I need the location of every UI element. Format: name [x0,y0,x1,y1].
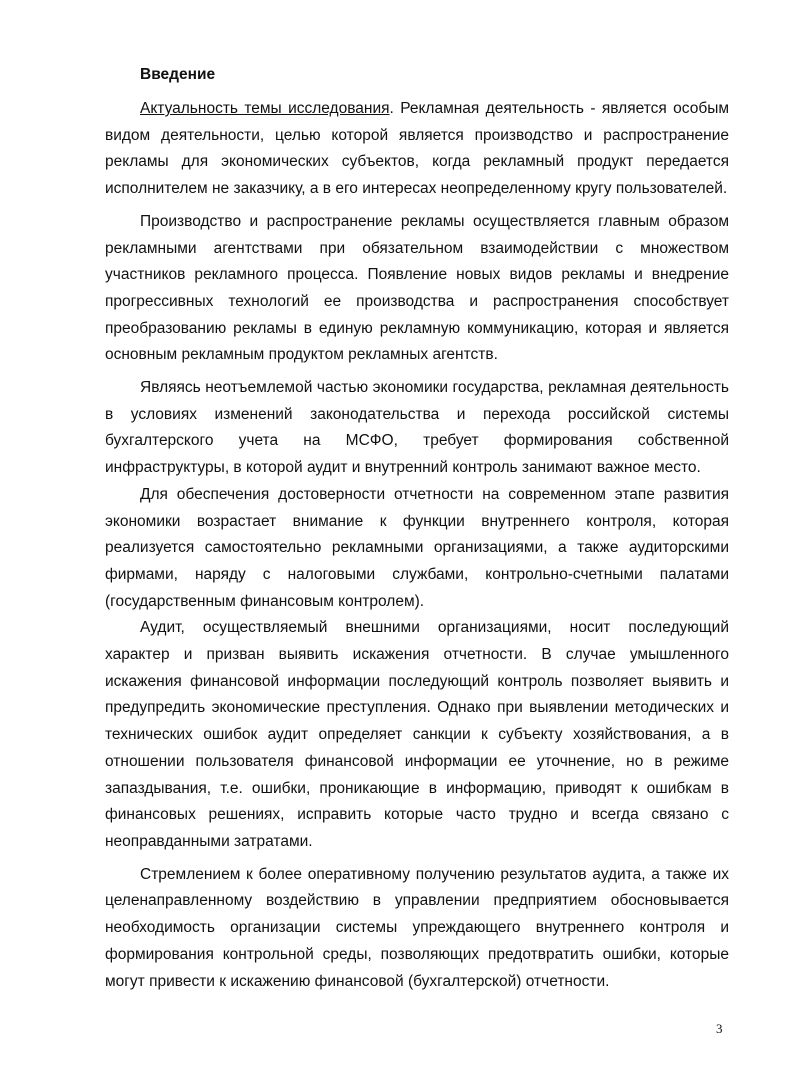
relevance-body-text: . Рекламная деятельность - является особым видом деятельности, целью которой является производство и распространение рекламы для экономических субъектов, когда рекламный продукт передается исполнителем не заказчику, а в его интересах неопределенному кругу пользователей. [105,100,729,198]
page-number: 3 [716,1021,723,1036]
paragraph-infrastructure: Являясь неотъемлемой частью экономики государства, рекламная деятельность в условиях изменений законодательства и перехода российской системы бухгалтерского учета на МСФО, требует формирования собственной инфраструктуры, в которой аудит и внутренний контроль занимают важное место. [105,379,729,477]
document-page [105,62,729,1001]
paragraph-production: Производство и распространение рекламы осуществляется главным образом рекламными агентствами при обязательном взаимодействии с множеством участников рекламного процесса. Появление новых видов рекламы и внедрение прогрессивных технологий ее производства и распространения способствует преобразованию рекламы в единую рекламную коммуникацию, которая и является основным рекламным продуктом рекламных агентств. [105,212,729,364]
section-heading: Введение [140,66,216,83]
paragraph-audit: Аудит, осуществляемый внешними организациями, носит последующий характер и призван выявить искажения отчетности. В случае умышленного искажения финансовой информации последующий контроль позволяет выявить и предупредить экономические преступления. Однако при выявлении методических и технических ошибок аудит определяет санкции к субъекту хозяйствования, а в отношении пользователя финансовой информации ее уточнение, но в режиме запаздывания, т.е. ошибки, проникающие в информацию, приводят к ошибкам в финансовых решениях, исправить которые часто трудно и всегда связано с неоправданными затратами. [105,619,729,850]
relevance-lead-text: Актуальность темы исследования [140,100,390,117]
paragraph-relevance [105,96,729,203]
paragraph-internal-control: Для обеспечения достоверности отчетности на современном этапе развития экономики возрастает внимание к функции внутреннего контроля, которая реализуется самостоятельно рекламными организациями, а также аудиторскими фирмами, наряду с налоговыми службами, контрольно-счетными палатами (государственным финансовым контролем). [105,485,729,610]
paragraph-preventive-control: Стремлением к более оперативному получению результатов аудита, а также их целенаправленному воздействию в управлении предприятием обосновывается необходимость организации системы упреждающего внутреннего контроля и формирования контрольной среды, позволяющих предотвратить ошибки, которые могут привести к искажению финансовой (бухгалтерской) отчетности. [105,865,729,990]
